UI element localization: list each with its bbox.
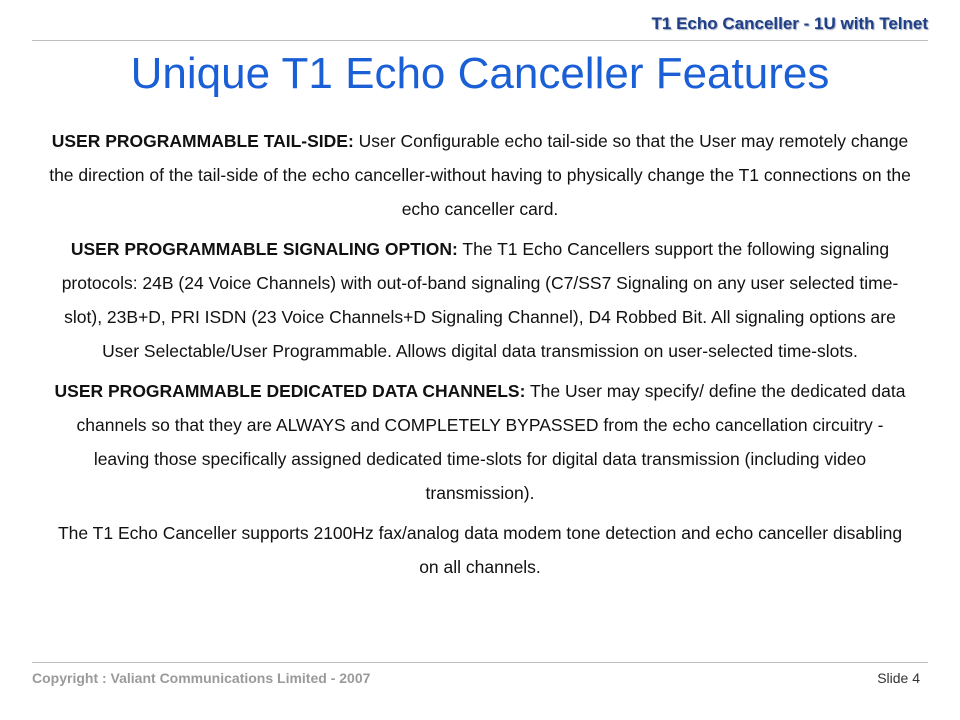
slide-body <box>48 124 912 590</box>
paragraph-lead: USER PROGRAMMABLE SIGNALING OPTION: <box>70 239 458 259</box>
paragraph-lead: USER PROGRAMMABLE DEDICATED DATA CHANNELS: <box>54 381 526 401</box>
paragraph-data-channels <box>48 374 912 510</box>
top-divider <box>32 40 928 41</box>
bottom-divider <box>32 662 928 663</box>
paragraph-text: The T1 Echo Cancellers support the following signaling protocols: 24B (24 Voice Channels) with out-of-band signaling (C7/SS7 Signaling on any user selected time-slot), 23B+D, PRI ISDN (23 Voice Channels+D Signaling Channel), D4 Robbed Bit. All signaling options are User Selectable/User Programmable. Allows digital data transmission on user-selected time-slots. <box>61 239 899 361</box>
paragraph-text: The User may specify/ define the dedicated data channels so that they are ALWAYS and COMPLETELY BYPASSED from the echo cancellation circuitry - leaving those specifically assigned dedicated time-slots for digital data transmission (including video transmission). <box>76 381 906 503</box>
header-label: T1 Echo Canceller - 1U with Telnet <box>651 14 928 33</box>
paragraph-fax-detection <box>48 516 912 584</box>
footer-copyright: Copyright : Valiant Communications Limited - 2007 <box>32 670 371 686</box>
slide-number: Slide 4 <box>877 670 920 686</box>
paragraph-text: The T1 Echo Canceller supports 2100Hz fax/analog data modem tone detection and echo canceller disabling on all channels. <box>57 523 903 577</box>
slide-title: Unique T1 Echo Canceller Features <box>130 49 830 98</box>
paragraph-signaling <box>48 232 912 368</box>
paragraph-lead: USER PROGRAMMABLE TAIL-SIDE: <box>51 131 354 151</box>
paragraph-tail-side <box>48 124 912 226</box>
paragraph-text: User Configurable echo tail-side so that the User may remotely change the direction of the tail-side of the echo canceller-without having to physically change the T1 connections on the echo canceller card. <box>49 131 911 219</box>
